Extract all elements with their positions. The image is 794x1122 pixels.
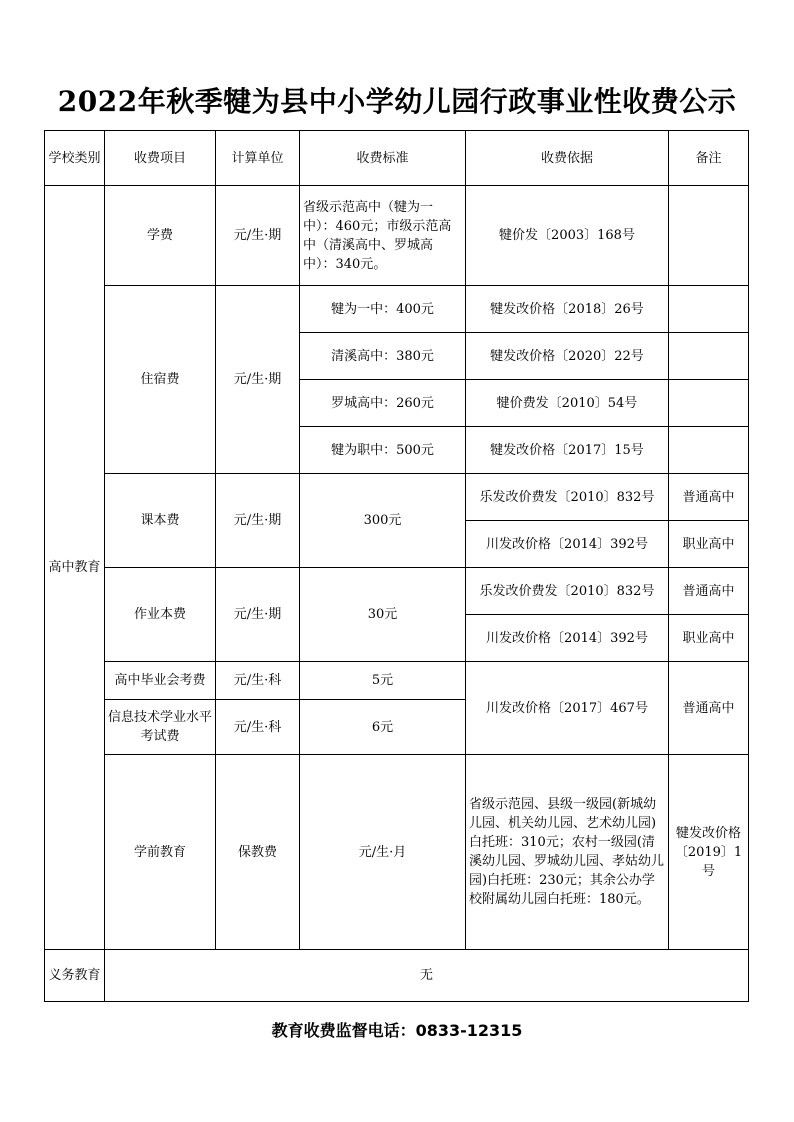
table-row	[45, 186, 749, 286]
standard-zhusu: 犍为职中：500元	[300, 427, 466, 474]
note-keben: 职业高中	[669, 521, 749, 568]
standard-huikao: 5元	[300, 662, 466, 700]
unit-xinxi: 元/生·科	[216, 700, 300, 755]
item-xuefei: 学费	[105, 186, 216, 286]
basis-xuefei: 犍价发〔2003〕168号	[466, 186, 669, 286]
unit-zhusu: 元/生·期	[216, 286, 300, 474]
note-zhusu	[669, 380, 749, 427]
table-row	[45, 950, 749, 1002]
supervision-phone: 教育收费监督电话：0833-12315	[271, 1021, 523, 1040]
note-kaoshi: 普通高中	[669, 662, 749, 755]
item-zuoye: 作业本费	[105, 568, 216, 662]
header-row	[45, 131, 749, 186]
basis-zhusu: 犍发改价格〔2018〕26号	[466, 286, 669, 333]
unit-keben: 元/生·期	[216, 474, 300, 568]
fee-table	[44, 130, 749, 1002]
note-zhusu	[669, 286, 749, 333]
standard-xinxi: 6元	[300, 700, 466, 755]
page-title: 2022年秋季犍为县中小学幼儿园行政事业性收费公示	[57, 85, 737, 118]
basis-zhusu: 犍价费发〔2010〕54号	[466, 380, 669, 427]
header-standard: 收费标准	[300, 131, 466, 186]
standard-baojiao: 省级示范园、县级一级园(新城幼儿园、机关幼儿园、艺术幼儿园)白托班：310元；农村一级园(清溪幼儿园、罗城幼儿园、孝姑幼儿园)白托班：230元；其余公办学校附属幼儿园白托班：180元。	[466, 755, 669, 950]
basis-baojiao: 犍发改价格〔2019〕1号	[669, 755, 749, 950]
basis-keben: 乐发改价费发〔2010〕832号	[466, 474, 669, 521]
header-basis: 收费依据	[466, 131, 669, 186]
note-zuoye: 职业高中	[669, 615, 749, 662]
category-gaozhong: 高中教育	[45, 186, 105, 950]
standard-zhusu: 清溪高中：380元	[300, 333, 466, 380]
note-zuoye: 普通高中	[669, 568, 749, 615]
table-row	[45, 662, 749, 700]
table-row	[45, 286, 749, 333]
basis-keben: 川发改价格〔2014〕392号	[466, 521, 669, 568]
unit-zuoye: 元/生·期	[216, 568, 300, 662]
header-unit: 计算单位	[216, 131, 300, 186]
item-keben: 课本费	[105, 474, 216, 568]
standard-xuefei: 省级示范高中（犍为一中）：460元；市级示范高中（清溪高中、罗城高中）：340元。	[300, 186, 466, 286]
note-zhusu	[669, 427, 749, 474]
note-zhusu	[669, 333, 749, 380]
table-row	[45, 474, 749, 521]
standard-zhusu: 罗城高中：260元	[300, 380, 466, 427]
unit-huikao: 元/生·科	[216, 662, 300, 700]
content-yiwu: 无	[105, 950, 749, 1002]
basis-zuoye: 乐发改价费发〔2010〕832号	[466, 568, 669, 615]
standard-keben: 300元	[300, 474, 466, 568]
header-item: 收费项目	[105, 131, 216, 186]
standard-zhusu: 犍为一中：400元	[300, 286, 466, 333]
item-xinxi: 信息技术学业水平考试费	[105, 700, 216, 755]
note-keben: 普通高中	[669, 474, 749, 521]
table-row	[45, 755, 749, 950]
item-zhusu: 住宿费	[105, 286, 216, 474]
item-baojiao: 保教费	[216, 755, 300, 950]
standard-zuoye: 30元	[300, 568, 466, 662]
table-row	[45, 568, 749, 615]
note-xuefei	[669, 186, 749, 286]
basis-zuoye: 川发改价格〔2014〕392号	[466, 615, 669, 662]
basis-zhusu: 犍发改价格〔2020〕22号	[466, 333, 669, 380]
basis-zhusu: 犍发改价格〔2017〕15号	[466, 427, 669, 474]
unit-baojiao: 元/生·月	[300, 755, 466, 950]
header-category: 学校类别	[45, 131, 105, 186]
category-yiwu: 义务教育	[45, 950, 105, 1002]
header-note: 备注	[669, 131, 749, 186]
basis-kaoshi: 川发改价格〔2017〕467号	[466, 662, 669, 755]
category-xueqian: 学前教育	[105, 755, 216, 950]
unit-xuefei: 元/生·期	[216, 186, 300, 286]
item-huikao: 高中毕业会考费	[105, 662, 216, 700]
